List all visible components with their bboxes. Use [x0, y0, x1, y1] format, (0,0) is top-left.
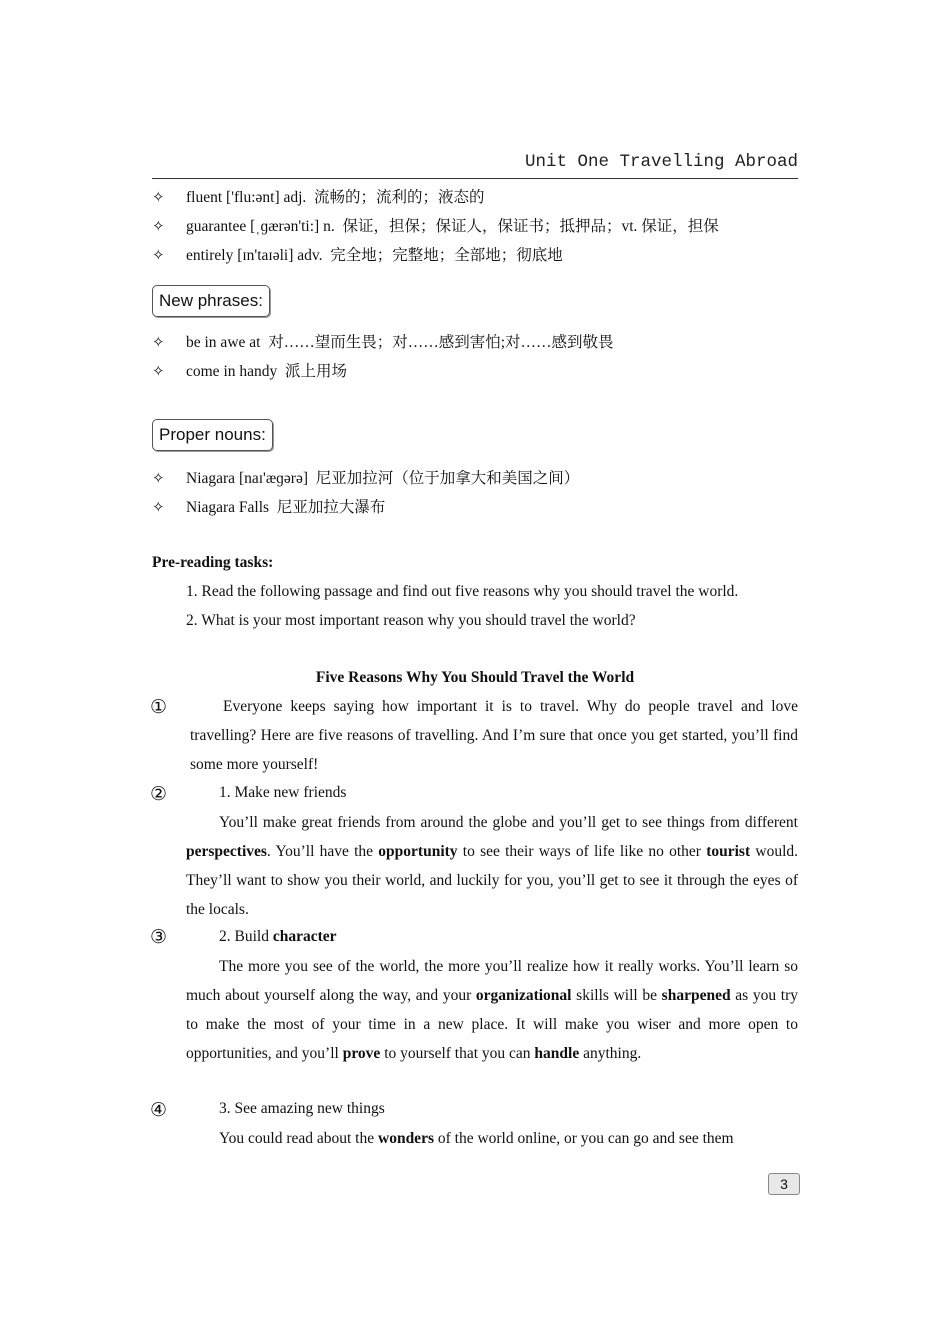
section-heading: 3. See amazing new things — [219, 1100, 385, 1117]
paragraph-4: You could read about the wonders of the world online, or you can go and see them — [219, 1130, 734, 1147]
diamond-bullet-icon: ✧ — [152, 498, 165, 516]
header-rule — [152, 178, 798, 179]
task-item: 1. Read the following passage and find out five reasons why you should travel the world. — [186, 583, 739, 600]
paragraph-number: ④ — [150, 1099, 168, 1121]
paragraph-3: The more you see of the world, the more you’ll realize how it really works. You’ll learn so much about yourself along the way, and your organizational skills will be sharpened as you try to make the most of your time in a new place. It will make you wiser and more open to opportunities, and you’ll prove to yourself that you can handle anything. — [186, 958, 798, 1062]
pre-reading-heading: Pre-reading tasks: — [152, 554, 274, 571]
phrase-item: ✧ be in awe at 对……望而生畏；对……感到害怕;对……感到敬畏 — [152, 333, 614, 351]
vocab-item: ✧ guarantee [ˌɡærən'ti:] n. 保证，担保；保证人，保证书；抵押品；vt. 保证，担保 — [152, 217, 719, 235]
page-number: 3 — [768, 1173, 800, 1195]
paragraph-number: ② — [150, 783, 168, 805]
diamond-bullet-icon: ✧ — [152, 246, 165, 264]
paragraph-number: ① — [150, 696, 168, 718]
vocab-item: ✧ entirely [ɪn'taɪəli] adv. 完全地；完整地；全部地；彻底地 — [152, 246, 563, 264]
phrase-item: ✧ come in handy 派上用场 — [152, 362, 348, 380]
diamond-bullet-icon: ✧ — [152, 333, 165, 351]
paragraph-2: You’ll make great friends from around the globe and you’ll get to see things from different perspectives. You’ll have the opportunity to see their ways of life like no other tourist would. They’ll want to show you their world, and luckily for you, you’ll get to see it through the eyes of the locals. — [186, 814, 799, 918]
diamond-bullet-icon: ✧ — [152, 469, 165, 487]
proper-nouns-label: Proper nouns: — [152, 419, 273, 451]
noun-item: ✧ Niagara Falls 尼亚加拉大瀑布 — [152, 498, 386, 516]
vocab-item: ✧ fluent ['flu:ənt] adj. 流畅的；流利的；液态的 — [152, 188, 485, 206]
task-item: 2. What is your most important reason why you should travel the world? — [186, 612, 636, 629]
passage-title: Five Reasons Why You Should Travel the World — [315, 669, 635, 686]
paragraph-1: Everyone keeps saying how important it is to travel. Why do people travel and love travelling? Here are five reasons of travelling. And I’m sure that once you get started, you’ll find some more yourself! — [190, 698, 798, 773]
noun-item: ✧ Niagara [naɪ'æɡərə] 尼亚加拉河（位于加拿大和美国之间） — [152, 469, 580, 487]
section-heading: 2. Build character — [219, 928, 337, 945]
diamond-bullet-icon: ✧ — [152, 217, 165, 235]
new-phrases-label: New phrases: — [152, 285, 270, 317]
paragraph-number: ③ — [150, 926, 168, 948]
diamond-bullet-icon: ✧ — [152, 188, 165, 206]
section-heading: 1. Make new friends — [219, 784, 347, 801]
running-header: Unit One Travelling Abroad — [524, 152, 798, 172]
diamond-bullet-icon: ✧ — [152, 362, 165, 380]
